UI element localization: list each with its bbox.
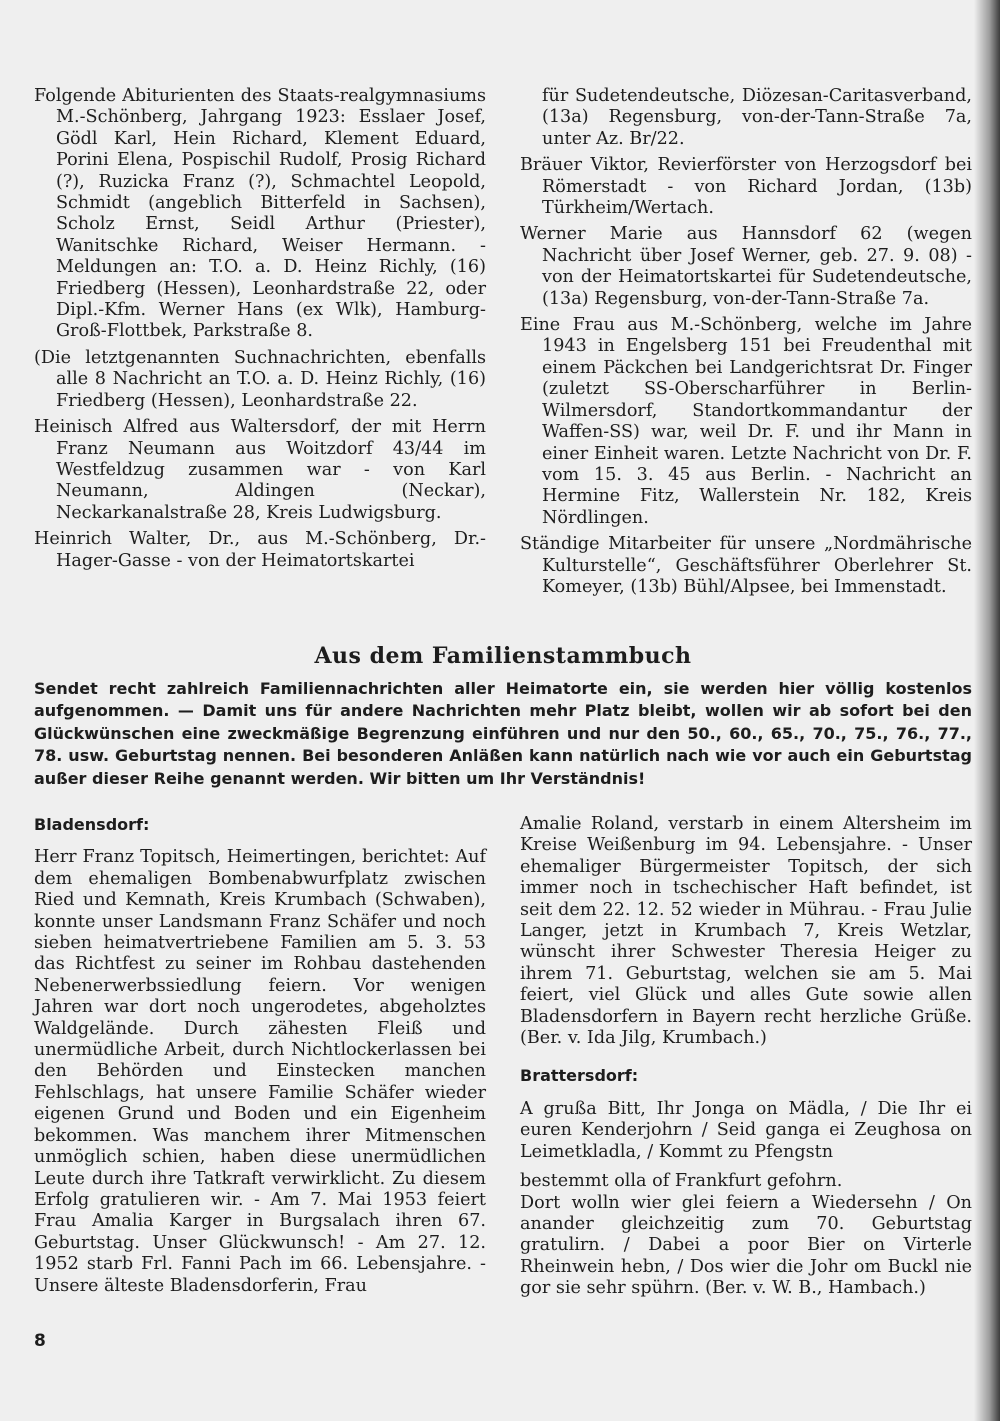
bladensdorf-continued: Amalie Roland, verstarb in einem Altersheim im Kreise Weißenburg im 94. Lebensjahre. - Unser ehemaliger Bürgermeister Topitsch, der sich immer noch in tschechischer Haft befindet, ist seit dem 22. 12. 52 wieder in Mührau. - Frau Julie Langer, jetzt in Krumbach 7, Kreis Wetzlar, wünscht ihrer Schwester Theresia Heiger zu ihrem 71. Geburtstag, welchen sie am 5. Mai feiert, viel Glück und alles Gute sowie allen Bladensdorfern in Bayern recht herzliche Grüße. (Ber. v. Ida Jilg, Krumbach.): [520, 814, 972, 1049]
notice-werner: Werner Marie aus Hannsdorf 62 (wegen Nachricht über Josef Werner, geb. 27. 9. 08) - von der Heimatortskartei für Sudetendeutsche, (13a) Regensburg, von-der-Tann-Straße 7a.: [520, 224, 972, 309]
bladensdorf-column: [34, 814, 486, 1302]
notice-abiturienten: Folgende Abiturienten des Staats-realgymnasiums M.-Schönberg, Jahrgang 1923: Esslaer Josef, Gödl Karl, Hein Richard, Klement Eduard, Porini Elena, Pospischil Rudolf, Prosig Richard (?), Ruzicka Franz (?), Schmachtel Leopold, Schmidt (angeblich Bitterfeld in Sachsen), Scholz Ernst, Seidl Arthur (Priester), Wanitschke Richard, Weiser Hermann. - Meldungen an: T.O. a. D. Heinz Richly, (16) Friedberg (Hessen), Leonhardstraße 22, oder Dipl.-Kfm. Werner Hans (ex Wlk), Hamburg-Groß-Flottbek, Parkstraße 8.: [34, 86, 486, 342]
notice-mitarbeiter: Ständige Mitarbeiter für unsere „Nordmährische Kulturstelle“, Geschäftsführer Oberlehrer St. Komeyer, (13b) Bühl/Alpsee, bei Immenstadt.: [520, 534, 972, 597]
notice-parenthetical: (Die letztgenannten Suchnachrichten, ebenfalls alle 8 Nachricht an T.O. a. D. Heinz Richly, (16) Friedberg (Hessen), Leonhardstraße 22.: [34, 347, 486, 411]
page-number: 8: [34, 1331, 46, 1351]
notice-continuation: für Sudetendeutsche, Diözesan-Caritasverband, (13a) Regensburg, von-der-Tann-Straße 7a, unter Az. Br/22.: [542, 86, 972, 149]
notice-braeuer: Bräuer Viktor, Revierförster von Herzogsdorf bei Römerstadt - von Richard Jordan, (13b) Türkheim/Wertach.: [520, 155, 972, 219]
notice-heinrich: Heinrich Walter, Dr., aus M.-Schönberg, Dr.-Hager-Gasse - von der Heimatortskartei: [34, 529, 486, 571]
notice-eine-frau: Eine Frau aus M.-Schönberg, welche im Jahre 1943 in Engelsberg 151 bei Freudenthal mit einem Päckchen bei Landgerichtsrat Dr. Finger (zuletzt SS-Oberscharführer in Berlin-Wilmersdorf, Standortkommandantur der Waffen-SS) war, weil Dr. F. und ihr Mann in einer Einheit waren. Letzte Nachricht von Dr. F. vom 15. 3. 45 aus Berlin. - Nachricht an Hermine Fitz, Wallerstein Nr. 182, Kreis Nördlingen.: [520, 315, 972, 528]
brattersdorf-poem-3: Dort wolln wier glei feiern a Wiedersehn / On anander gleichzeitig zum 70. Geburtstag gratulirn. / Dabei a poor Bier on Virterle Rheinwein hebn, / Dos wier die Johr om Buckl nie gor sie sehr spührn. (Ber. v. W. B., Hambach.): [520, 1192, 972, 1299]
bladensdorf-heading: Bladensdorf:: [34, 815, 150, 834]
brattersdorf-poem-2: bestemmt olla of Frankfurt gefohrn.: [520, 1171, 843, 1192]
right-lower-column: [520, 814, 972, 1305]
section-notice: Sendet recht zahlreich Familiennachrichten aller Heimatorte ein, sie werden hier völlig kostenlos aufgenommen. — Damit uns für andere Nachrichten mehr Platz bleibt, wollen wir ab sofort bei den Glückwünschen eine zweckmäßige Begrenzung einführen und nur den 50., 60., 65., 70., 75., 76., 77., 78. usw. Geburtstag nennen. Bei besonderen Anläßen kann natürlich nach wie vor auch ein Geburtstag außer dieser Reihe genannt werden. Wir bitten um Ihr Verständnis!: [34, 679, 972, 788]
brattersdorf-poem-1: A grußa Bitt, Ihr Jonga on Mädla, / Die Ihr ei euren Kenderjohrn / Seid ganga ei Zeughosa on Leimetkladla, / Kommt zu Pfengstn: [520, 1098, 972, 1162]
bladensdorf-text: Herr Franz Topitsch, Heimertingen, berichtet: Auf dem ehemaligen Bombenabwurfplatz zwischen Ried und Kemnath, Kreis Krumbach (Schwaben), konnte unser Landsmann Franz Schäfer und noch sieben heimatvertriebene Familien am 5. 3. 53 das Richtfest zu seiner im Rohbau dastehenden Nebenerwerbssiedlung feiern. Vor wenigen Jahren war dort noch ungerodetes, abgeholztes Waldgelände. Durch zähesten Fleiß und unermüdliche Arbeit, durch Nichtlockerlassen bei den Behörden und Einstecken manchen Fehlschlags, hat unsere Familie Schäfer wieder eigenen Grund und Boden und ein Eigenheim bekommen. Was manchem ihrer Mitmenschen unmöglich schien, haben diese unermüdlichen Leute durch ihre Tatkraft verwirklicht. Zu diesem Erfolg gratulieren wir. - Am 7. Mai 1953 feiert Frau Amalia Karger in Burgsalach ihren 67. Geburtstag. Unser Glückwunsch! - Am 27. 12. 1952 starb Frl. Fanni Pach im 66. Lebensjahre. - Unsere älteste Bladensdorferin, Frau: [34, 847, 486, 1296]
section-title: Aus dem Familienstammbuch: [314, 643, 692, 669]
brattersdorf-heading: Brattersdorf:: [520, 1066, 639, 1086]
page-shadow-edge: [974, 0, 1000, 1421]
notice-heinisch: Heinisch Alfred aus Waltersdorf, der mit Herrn Franz Neumann aus Woitzdorf 43/44 im Westfeldzug zusammen war - von Karl Neumann, Aldingen (Neckar), Neckarkanalstraße 28, Kreis Ludwigsburg.: [34, 417, 486, 523]
left-column-search-notices: [34, 86, 486, 577]
right-column-search-notices: [520, 86, 972, 603]
